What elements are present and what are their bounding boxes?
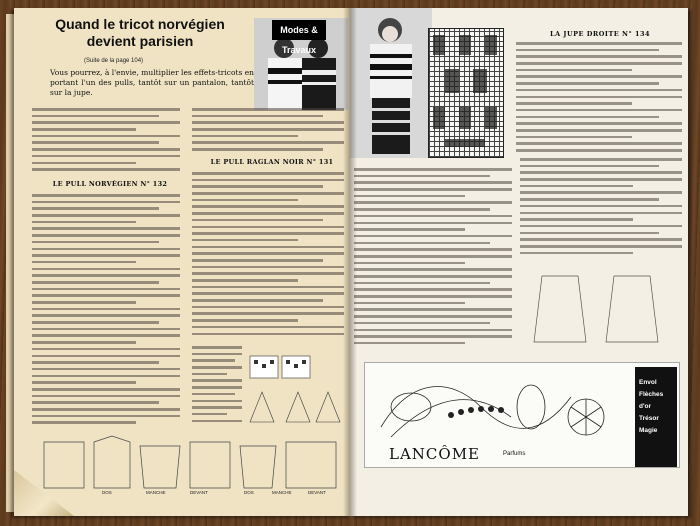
diagram-label-manche-2: MANCHE xyxy=(272,490,292,495)
lancome-advertisement xyxy=(364,362,680,468)
column-2-text-c xyxy=(192,346,242,430)
ad-product-1: Envol xyxy=(639,379,657,386)
heading-pull-norvegien: LE PULL NORVÉGIEN N° 132 xyxy=(52,180,168,188)
left-page xyxy=(14,8,352,516)
right-column-text-b xyxy=(354,168,512,356)
diagram-label-manche: MANCHE xyxy=(146,490,166,495)
garment-diagrams xyxy=(40,432,344,502)
garment-schematics xyxy=(40,432,344,496)
ad-brand: LANCÔME xyxy=(389,445,481,463)
title-line-2: devient parisien xyxy=(86,33,194,49)
ad-product-4: Magie xyxy=(639,427,658,434)
page-title xyxy=(22,16,258,50)
column-1-text-b xyxy=(32,194,180,430)
intro-paragraph: Vous pourrez, à l'envie, multiplier les effets-tricots en portant l'un des pulls, tantôt sur un pantalon, tantôt sur la jupe. xyxy=(50,68,254,97)
ad-product-2: Flèches d'or xyxy=(639,391,664,410)
diagram-label-devant: DEVANT xyxy=(190,490,208,495)
diagram-label-dos-2: DOS xyxy=(244,490,254,495)
title-line-1: Quand le tricot norvégien xyxy=(55,16,225,32)
right-page-heading: LA JUPE DROITE N° 134 xyxy=(550,30,651,38)
ad-illustration xyxy=(371,367,621,447)
diagram-label-devant-2: DEVANT xyxy=(308,490,326,495)
right-column-text-c xyxy=(520,158,682,262)
model-photo xyxy=(350,8,432,158)
book-spine xyxy=(343,8,357,516)
ad-sub: Parfums xyxy=(503,451,526,457)
knit-chart-small xyxy=(246,352,342,426)
diagram-label-dos: DOS xyxy=(102,490,112,495)
fashion-photo xyxy=(254,18,348,110)
skirt-diagrams xyxy=(528,270,678,350)
right-column-text-a xyxy=(516,42,682,158)
heading-pull-raglan: LE PULL RAGLAN NOIR N° 131 xyxy=(210,158,334,166)
ad-product-3: Trésor xyxy=(639,415,659,422)
model-photo-image xyxy=(350,8,432,158)
column-2-text-b xyxy=(192,172,344,342)
continued-note: (Suite de la page 104) xyxy=(84,58,144,64)
knitting-grid-chart xyxy=(428,28,504,158)
ad-product-list xyxy=(635,367,677,467)
column-2-text-a xyxy=(192,108,344,154)
magazine-logo: Modes & Travaux xyxy=(272,20,326,40)
column-1-text-a xyxy=(32,108,180,178)
